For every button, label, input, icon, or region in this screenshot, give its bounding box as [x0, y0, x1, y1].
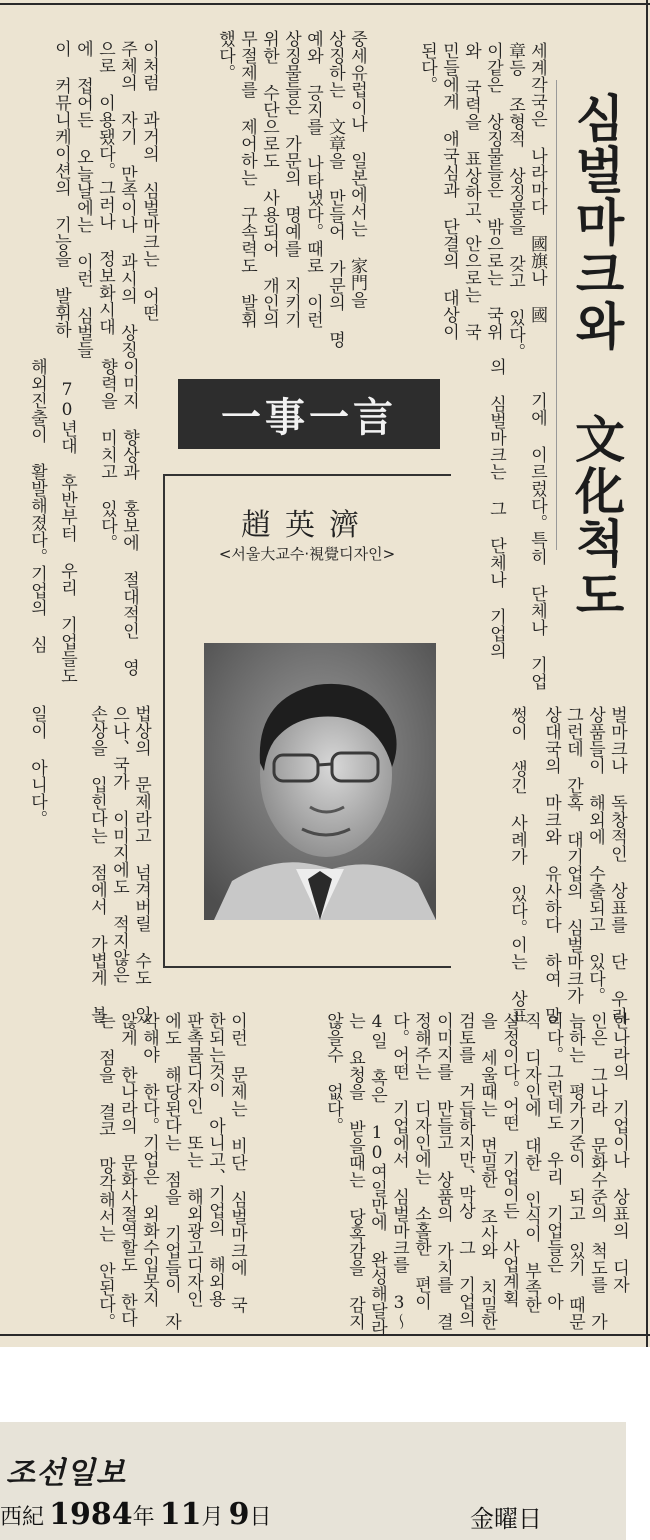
top-rule [0, 3, 650, 5]
text-column: 늠하는 평가기준이 되고 있기 때문 [565, 1012, 585, 1330]
text-column: 상대국의 마크와 유사하다 하여 말 [541, 706, 561, 1024]
text-column: 으나、국가 이미지에도 적지않은 [109, 705, 129, 983]
text-column: 판촉물디자인 또는 해외광고디자인 [183, 1012, 203, 1307]
text-column: 실정이다。어떤 기업이든 사업계획 [499, 1012, 519, 1307]
publication-date [0, 1497, 271, 1532]
text-column: 상징하는 文章을 만들어 가문의 명 [325, 30, 345, 348]
day-value: 9 [228, 1497, 250, 1532]
text-column: 이런 문제는 비단 심벌마크에 국 [227, 1012, 247, 1313]
text-column: 된다。 [417, 42, 437, 93]
text-column: 무절제를 제어하는 구속력도 발휘 [237, 30, 257, 328]
text-column: 이미지 향상과 홍보에 절대적인 영 [119, 358, 139, 676]
year-unit: 年 [132, 1505, 155, 1530]
right-rule [646, 0, 648, 1347]
author-affiliation: <서울大교수·視覺디자인> [218, 545, 396, 563]
text-column: 는 요청을 받을때는 당혹감을 감지 [345, 1012, 365, 1330]
text-column: 4일 혹은 10여일만에 완성해달라 [367, 1012, 387, 1336]
year-value: 1984 [49, 1497, 133, 1532]
bottom-rule [0, 1334, 650, 1336]
text-column: 각해야 한다。기업은 외화수입못지 [139, 1012, 159, 1307]
text-column: 위한 수단으로도 사용되어 개인의 [259, 30, 279, 328]
text-column: 않을수 없다。 [323, 1012, 343, 1134]
text-column: 그런데 간혹 대기업의 심벌마크가 [563, 706, 583, 1004]
text-column: 에도 해당된다는 점을 기업들이 자 [161, 1012, 181, 1330]
text-column: 중세유럽이나 일본에서는 家門을 [347, 30, 367, 308]
text-column: 는 점을 결코 망각해서는 안된다。 [95, 1012, 115, 1330]
text-column: 직 디자인에 대한 인식이 부족한 [521, 1012, 541, 1313]
author-portrait [204, 643, 436, 920]
text-column: 손상을 입힌다는 점에서 가볍게 볼 [87, 705, 107, 1023]
text-column: 상품들이 해외에 수출되고 있다。 [585, 706, 605, 1004]
text-column: 으로 이용됐다。그러나 정보화시대 [95, 40, 115, 335]
newspaper-name: 조선일보 [6, 1456, 126, 1491]
text-column: 이미지를 만들고 상품의 가치를 결 [433, 1012, 453, 1330]
month-unit: 月 [201, 1505, 224, 1530]
article-title: 심벌마크와 文化척도 [567, 92, 626, 621]
text-column: 이같은 상징물들은 밖으로는 국위 [483, 42, 503, 340]
text-column: 법상의 문제라고 넘겨버릴 수도 있 [131, 705, 151, 1023]
text-column: 정해주는 디자인에는 소홀한 편이 [411, 1012, 431, 1310]
text-column: 이다。그런데도 우리 기업들은 아 [543, 1012, 563, 1310]
column-label: 一事一言 [221, 394, 397, 441]
text-column: 했다。 [215, 30, 235, 81]
text-column: 의 심벌마크는 그 단체나 기업의 [486, 358, 506, 659]
text-column: 한나라의 기업이나 상표의 디자 [609, 1012, 629, 1293]
portrait-image [204, 643, 436, 920]
text-column: 향력을 미치고 있다。 [97, 358, 117, 551]
text-column: 일이 아니다。 [27, 705, 47, 827]
text-column: 상징물들은 가문의 명예를 지키기 [281, 30, 301, 328]
month-value: 11 [159, 1497, 202, 1532]
text-column: 예와 긍지를 나타냈다。때로 이런 [303, 30, 323, 328]
text-column: 70년대 후반부터 우리 기업들도 [57, 380, 77, 684]
text-column: 기에 이르렀다。특히 단체나 기업 [527, 392, 547, 690]
text-column: 章등 조형적 상징물을 갖고 있다。 [505, 42, 525, 360]
column-label-box [178, 379, 440, 449]
text-column: 세계각국은 나라마다 國旗나 國 [527, 42, 547, 323]
text-column: 민들에게 애국심과 단결의 대상이 [439, 42, 459, 340]
text-column: 해외진출이 활발해졌다。기업의 심 [27, 358, 47, 653]
text-column: 주체의 자기 만족이나 과시의 상징 [117, 40, 137, 358]
day-unit: 日 [249, 1505, 272, 1530]
title-separator [556, 80, 557, 550]
text-column: 에 접어든 오늘날에는 이런 심벌들 [73, 40, 93, 358]
text-column: 이 커뮤니케이션의 기능을 발휘하 [51, 40, 71, 338]
era-label: 西紀 [0, 1505, 45, 1530]
text-column: 않게 한나라의 문화사절역할도 한다 [117, 1012, 137, 1327]
text-column: 썽이 생긴 사례가 있다。이는 상표 [507, 706, 527, 1024]
text-column: 을 세울때는 면밀한 조사와 치밀한 [477, 1012, 497, 1330]
text-column: 벌마크나 독창적인 상표를 단 우리 [607, 706, 627, 1024]
text-column: 한되는것이 아니고、기업의 해외용 [205, 1012, 225, 1307]
text-column: 다。어떤 기업에서 심벌마크를 3～ [389, 1012, 409, 1330]
text-column: 와 국력을 표상하고、안으로는 국 [461, 42, 481, 340]
text-column: 이처럼 과거의 심벌마크는 어떤 [139, 40, 159, 321]
author-name: 趙英濟 [241, 508, 373, 543]
weekday-label: 金曜日 [470, 1505, 542, 1533]
text-column: 인은 그나라 문화수준의 척도를 가 [587, 1012, 607, 1330]
text-column: 검토를 거듭하지만、막상 그 기업의 [455, 1012, 475, 1327]
